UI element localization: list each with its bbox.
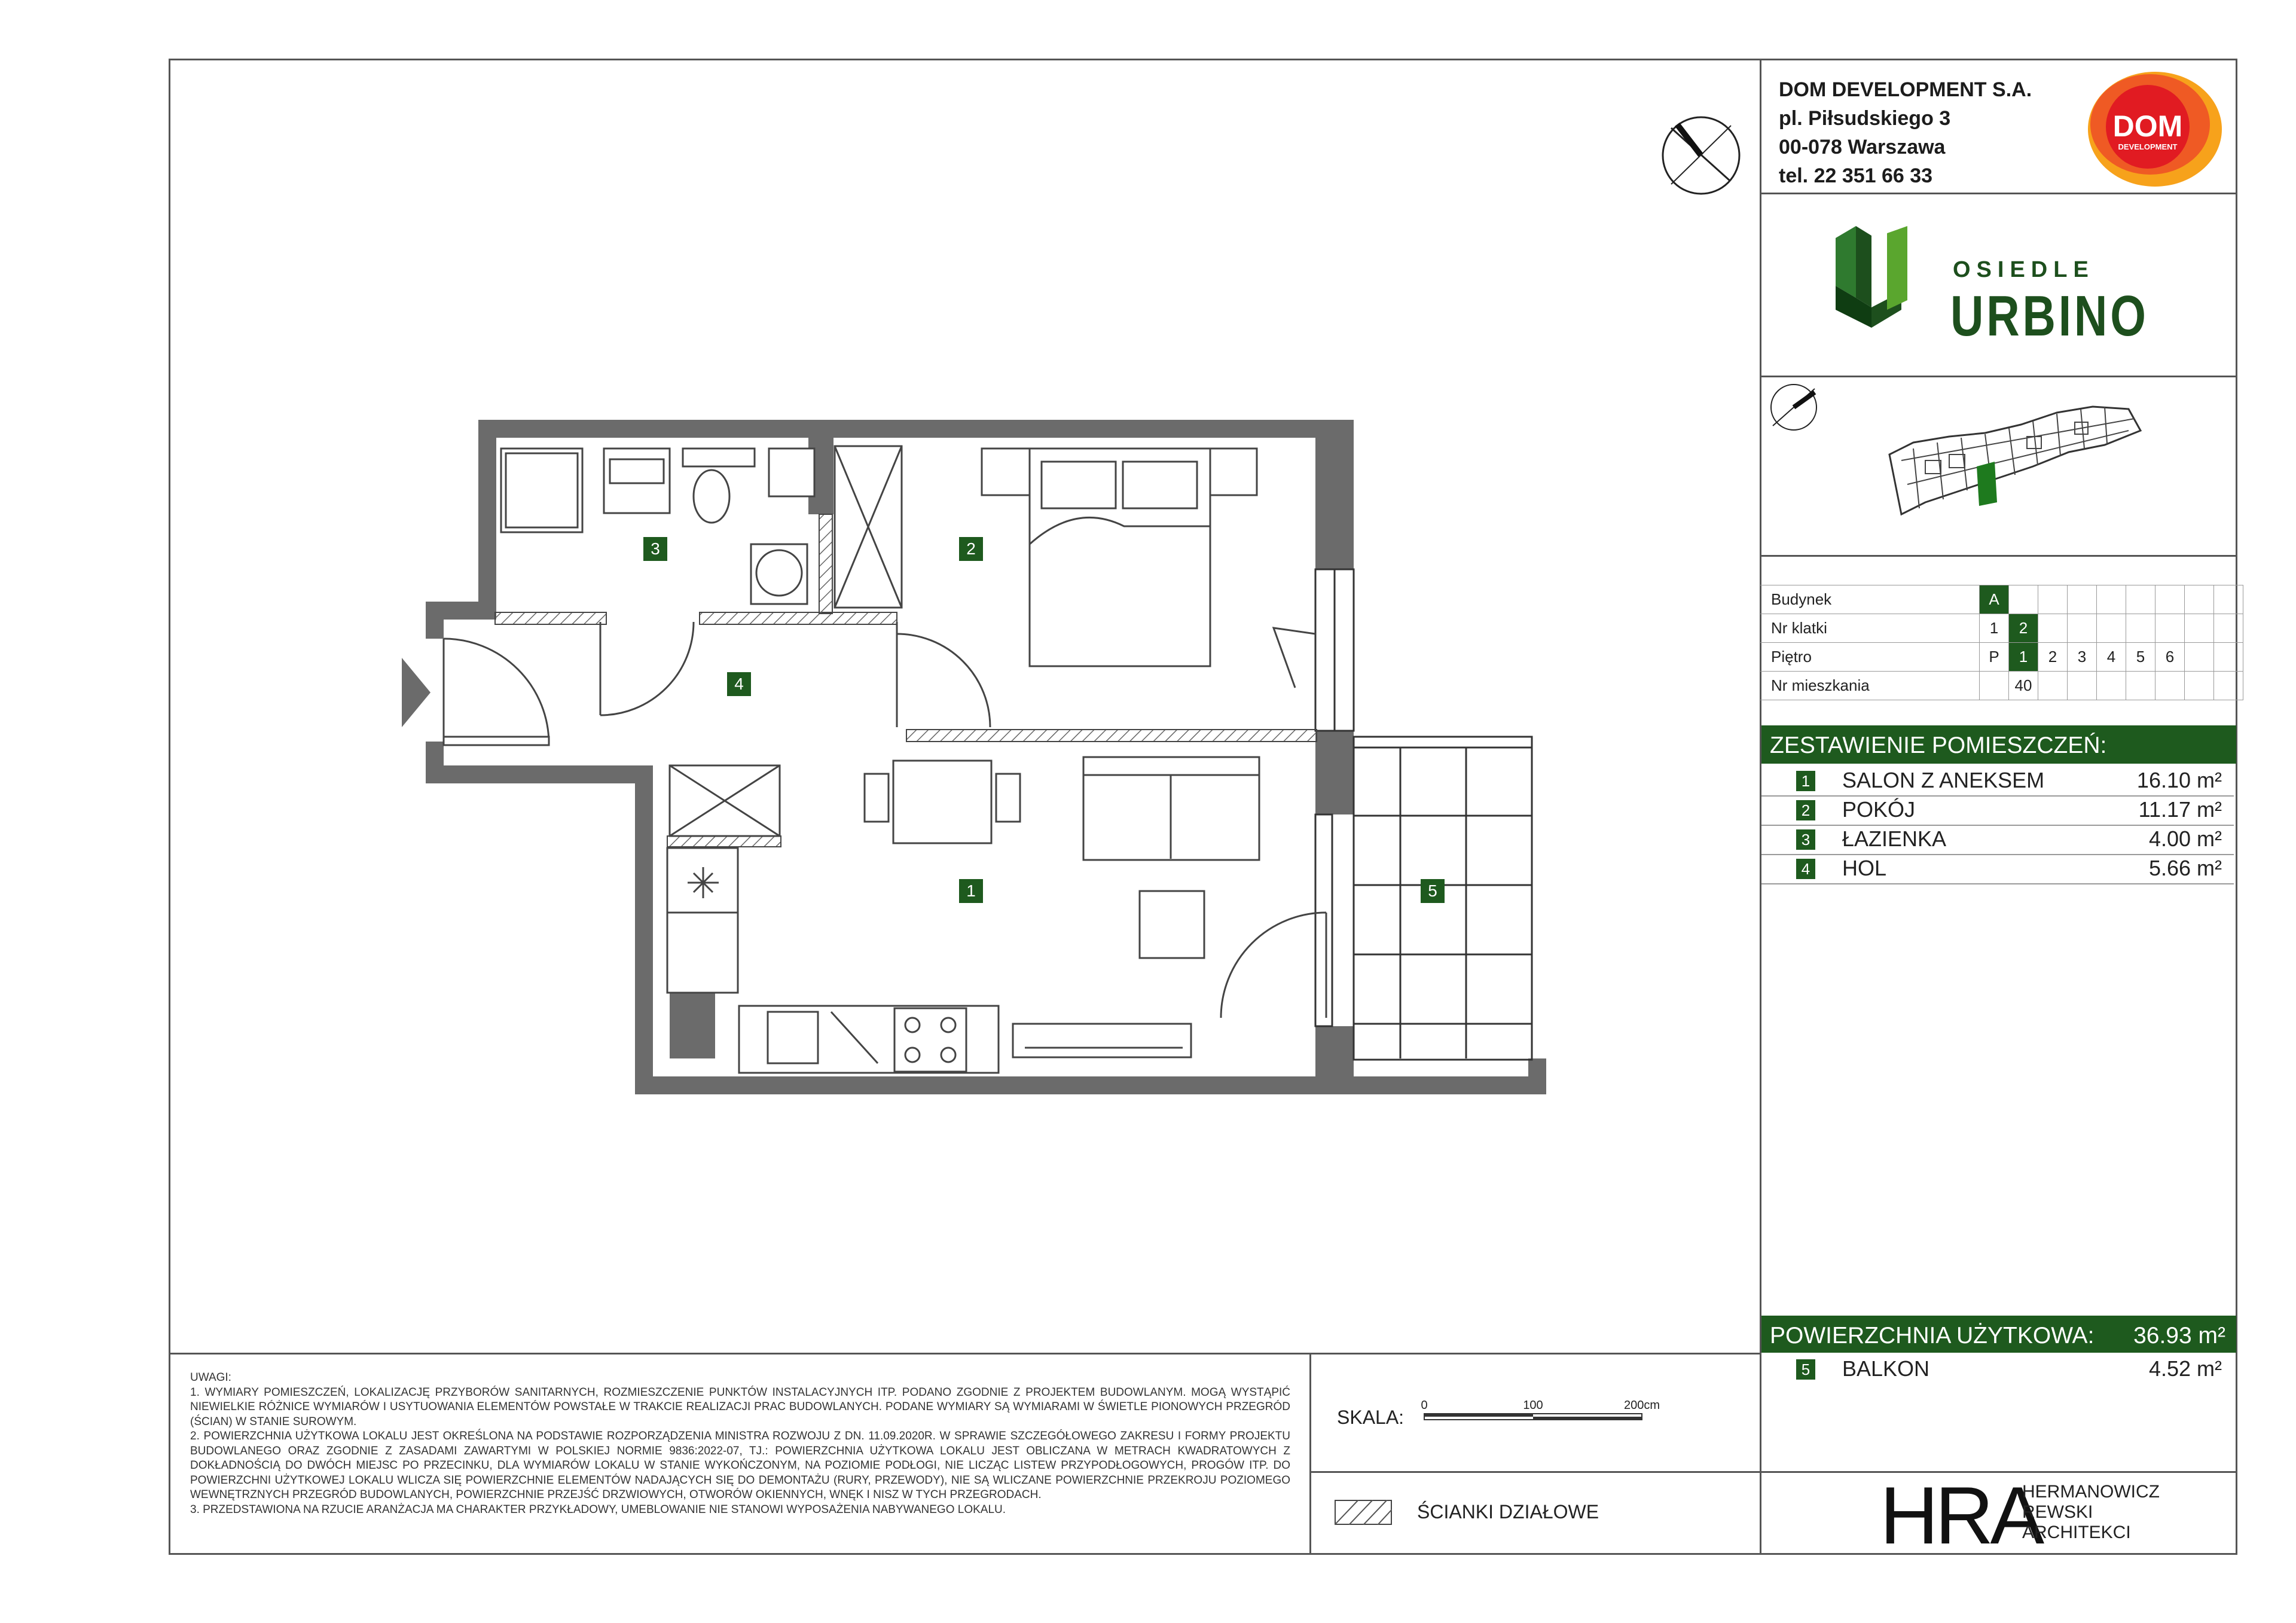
project-divider (1760, 376, 2236, 377)
room-row (1761, 767, 2234, 797)
architect-logo: HRA (1880, 1470, 2041, 1561)
plan-tag-room-1: 1 (959, 879, 983, 903)
logo-dom-text: DOM (2112, 109, 2183, 143)
balcony-number: 5 (1796, 1359, 1815, 1380)
location-cell: P (1980, 643, 2009, 672)
note-2: 2. POWIERZCHNIA UŻYTKOWA LOKALU JEST OKREŚLONA NA PODSTAWIE ROZPORZĄDZENIA MINISTRA ROZWOJU Z DN. 11.09.2020R. W SPRAWIE SZCZEGÓŁOWEGO ZAKRESU I FORMY PROJEKTU BUDOWLANEGO ORAZ ZGODNIE Z ZASADAMI ZAWARTYMI W POLSKIEJ NORMIE 9836:2022-07, TJ.: POWIERZCHNIA UŻYTKOWA LOKALU JEST OBLICZANA W METRACH KWADRATOWYCH Z DOKŁADNOŚCIĄ DO DWÓCH MIEJSC PO PRZECINKU, DLA WYMIARÓW LOKALU W STANIE WYKOŃCZONYM, NA POZIOMIE PODŁOGI, NIE LICZĄC LISTEW PRZYPODŁOGOWYCH, PROGÓW ITP. DO POWIERZCHNI UŻYTKOWEJ LOKALU WLICZA SIĘ POWIERZCHNIE ELEMENTÓW NADAJĄCYCH SIĘ DO DEMONTAŻU (RURY, PRZEWODY), NIE SĄ WLICZANE POWIERZCHNIE PRZEKROJU POZIOMEGO WEWNĘTRZNYCH PRZEGRÓD BUDOWLANYCH, POWIERZCHNIE PRZEJŚĆ DRZWIOWYCH, OTWORÓW OKIENNYCH, WNĘK I NISZ W TYCH PRZEGRODACH. (190, 1430, 1290, 1501)
location-cell: 5 (2126, 643, 2155, 672)
keyplan-divider (1760, 555, 2236, 557)
room-num: 1 (1796, 771, 1815, 791)
company-info (1779, 75, 2032, 190)
room-num: 3 (1796, 829, 1815, 850)
company-divider (1760, 193, 2236, 194)
location-cell (2038, 585, 2068, 614)
building-key-plan (1877, 395, 2152, 532)
location-cell (2097, 614, 2126, 643)
architect-line1: HERMANOWICZ (2022, 1482, 2160, 1502)
location-cell: 6 (2155, 643, 2185, 672)
location-table (1760, 585, 2243, 700)
scale-label: SKALA: (1337, 1407, 1405, 1428)
room-area: 11.17 m² (2138, 797, 2222, 822)
rooms-header-text: ZESTAWIENIE POMIESZCZEŃ: (1770, 733, 2107, 758)
location-cell (2155, 585, 2185, 614)
keyplan-north-arrow-icon (1767, 380, 1821, 434)
balcony-name: BALKON (1842, 1356, 1930, 1381)
architect-line2: REWSKI (2022, 1502, 2093, 1522)
scale-divider (1309, 1353, 1311, 1555)
room-row (1761, 825, 2234, 855)
location-cell (2126, 585, 2155, 614)
location-cell (2185, 643, 2214, 672)
urbino-logo-mark (1836, 226, 1907, 340)
balcony-area: 4.52 m² (2148, 1356, 2222, 1381)
legend-partition-walls: ŚCIANKI DZIAŁOWE (1417, 1501, 1599, 1523)
location-cell (2185, 614, 2214, 643)
room-num: 4 (1796, 859, 1815, 879)
location-cell: 4 (2097, 643, 2126, 672)
note-1: 1. WYMIARY POMIESZCZEŃ, LOKALIZACJĘ PRZYBORÓW SANITARNYCH, ROZMIESZCZENIE PUNKTÓW INSTALACYJNYCH ITP. PODANO ZGODNIE Z PROJEKTEM BUDOWLANYM. MOGĄ WYSTĄPIĆ NIEWIELKIE RÓŻNICE WYMIARÓW I USYTUOWANIA ELEMENTÓW POWSTAŁE W TRAKCIE REALIZACJI PRAC BUDOWLANYCH. PODANE WYMIARY SĄ WYMIARAMI W ŚWIETLE PIONOWYCH PRZEGRÓD (ŚCIAN) W STANIE SUROWYM. (190, 1386, 1290, 1428)
company-address-line2: 00-078 Warszawa (1779, 136, 1946, 158)
plan-tag-room-2: 2 (959, 537, 983, 561)
usable-area-value: 36.93 m² (2133, 1323, 2225, 1349)
location-cell (2214, 614, 2243, 643)
location-row (1760, 643, 2243, 672)
location-cell: 40 (2009, 672, 2038, 700)
location-cell: A (1980, 585, 2009, 614)
company-phone: tel. 22 351 66 33 (1779, 164, 1933, 187)
usable-area-bar (1761, 1316, 2236, 1353)
location-cell (2214, 585, 2243, 614)
notes-block (190, 1371, 1290, 1517)
room-row (1761, 855, 2234, 884)
legend-divider (1309, 1471, 2236, 1473)
location-row-label: Budynek (1760, 585, 1980, 614)
notes-title: UWAGI: (190, 1371, 231, 1384)
location-cell (2097, 585, 2126, 614)
balcony-row (1761, 1355, 2234, 1384)
note-3: 3. PRZEDSTAWIONA NA RZUCIE ARANŻACJA MA CHARAKTER PRZYKŁADOWY, UMEBLOWANIE NIE STANOWI WYPOSAŻENIA NABYWANEGO LOKALU. (190, 1503, 1006, 1516)
rooms-header (1761, 725, 2236, 764)
scale-tick-0: 0 (1421, 1399, 1428, 1412)
room-name: POKÓJ (1842, 797, 1916, 822)
location-cell (2155, 614, 2185, 643)
architect-line3: ARCHITEKCI (2022, 1523, 2131, 1542)
location-row (1760, 585, 2243, 614)
room-area: 5.66 m² (2148, 856, 2222, 880)
usable-area-label: POWIERZCHNIA UŻYTKOWA: (1770, 1323, 2095, 1349)
room-area: 16.10 m² (2136, 768, 2222, 792)
scale-bar (1417, 1397, 1674, 1433)
location-cell (2155, 672, 2185, 700)
location-cell (2185, 585, 2214, 614)
scale-tick-100: 100 (1523, 1399, 1543, 1412)
location-cell: 2 (2009, 614, 2038, 643)
location-cell (2068, 585, 2097, 614)
location-cell (2038, 614, 2068, 643)
partition-wall-hatch-icon (1335, 1500, 1392, 1525)
location-cell (2038, 672, 2068, 700)
location-cell (2068, 672, 2097, 700)
logo-development-text: DEVELOPMENT (2118, 142, 2178, 151)
location-cell: 1 (1980, 614, 2009, 643)
location-row-label: Nr klatki (1760, 614, 1980, 643)
location-row (1760, 614, 2243, 643)
project-name: URBINO (1950, 284, 2149, 348)
room-name: HOL (1842, 856, 1887, 880)
room-name: ŁAZIENKA (1842, 826, 1947, 851)
apartment-floor-plan (359, 407, 1549, 1112)
room-name: SALON Z ANEKSEM (1842, 768, 2045, 792)
location-cell (2097, 672, 2126, 700)
location-cell (2126, 672, 2155, 700)
location-row-label: Piętro (1760, 643, 1980, 672)
architect-name (2022, 1482, 2160, 1543)
location-cell (2214, 672, 2243, 700)
location-cell (2126, 614, 2155, 643)
room-area: 4.00 m² (2148, 826, 2222, 851)
project-prefix: OSIEDLE (1953, 257, 2095, 282)
company-name: DOM DEVELOPMENT S.A. (1779, 78, 2032, 101)
location-cell (2068, 614, 2097, 643)
location-row-label: Nr mieszkania (1760, 672, 1980, 700)
dom-development-logo (2081, 67, 2225, 191)
plan-tag-room-5: 5 (1421, 879, 1445, 903)
location-cell: 3 (2068, 643, 2097, 672)
location-row (1760, 672, 2243, 700)
plan-tag-room-4: 4 (727, 672, 751, 696)
room-num: 2 (1796, 800, 1815, 820)
company-address-line1: pl. Piłsudskiego 3 (1779, 107, 1951, 130)
location-cell (1980, 672, 2009, 700)
scale-tick-200: 200cm (1623, 1399, 1660, 1412)
location-cell (2185, 672, 2214, 700)
notes-divider (169, 1353, 1761, 1354)
room-row (1761, 796, 2234, 826)
location-cell: 2 (2038, 643, 2068, 672)
location-cell (2214, 643, 2243, 672)
location-cell (2009, 585, 2038, 614)
location-cell: 1 (2009, 643, 2038, 672)
north-arrow-icon (1659, 114, 1743, 197)
plan-tag-room-3: 3 (643, 537, 667, 561)
